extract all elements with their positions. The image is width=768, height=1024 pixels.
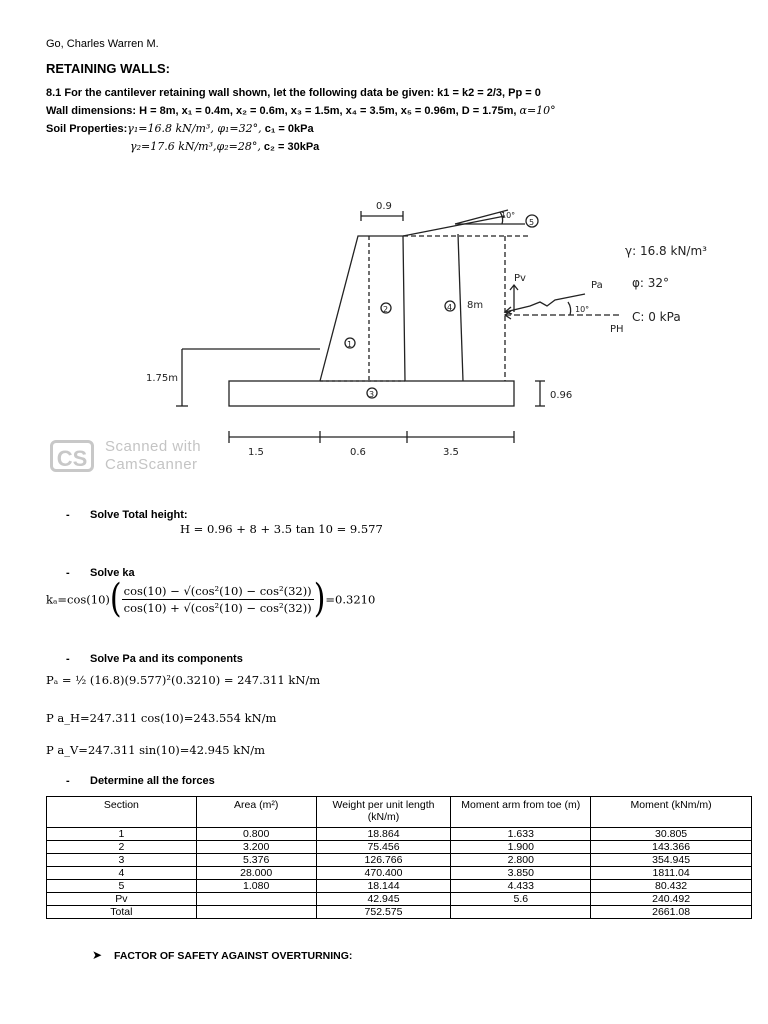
bullet-dash: - [66, 567, 70, 579]
heel-dim-label: 3.5 [443, 447, 459, 458]
pv-label: Pv [514, 273, 526, 284]
pa-arrow [505, 294, 585, 312]
table-cell [196, 906, 316, 919]
author-name: Go, Charles Warren M. [46, 38, 159, 50]
ka-open-paren: ( [109, 576, 122, 622]
gamma-note: γ: 16.8 kN/m³ [625, 244, 707, 258]
table-row [47, 828, 752, 841]
total-height-equation: H = 0.96 + 8 + 3.5 tan 10 = 9.577 [180, 522, 383, 536]
pa-angle-arc [568, 302, 571, 315]
table-total-row [47, 906, 752, 919]
table-cell: 126.766 [316, 854, 451, 867]
pa-equation: Pₐ = ½ (16.8)(9.577)²(0.3210) = 247.311 kN/m [46, 673, 321, 687]
pa-label: Pa [591, 280, 603, 291]
ka-numerator: cos(10) − √(cos²(10) − cos²(32)) [123, 584, 312, 598]
bullet-dash: - [66, 653, 70, 665]
camscanner-logo: CS [50, 440, 94, 472]
soil-2-cohesion: c₂ = 30kPa [263, 141, 320, 153]
fos-overturning-heading [92, 948, 352, 962]
table-cell: 1 [47, 828, 197, 841]
table-cell: 4 [47, 867, 197, 880]
table-cell: 75.456 [316, 841, 451, 854]
soil-properties-label: Soil Properties: [46, 123, 128, 135]
ph-label: PH [610, 324, 624, 335]
step-ka-label [66, 567, 135, 579]
soil-2-params: γ₂=17.6 kN/m³,φ₂=28°, [130, 140, 261, 153]
table-cell: 4.433 [451, 880, 591, 893]
table-cell: 354.945 [591, 854, 752, 867]
table-cell: 28.000 [196, 867, 316, 880]
step-forces-label [66, 775, 215, 787]
region-5-label: 5 [529, 218, 535, 227]
table-cell: 2661.08 [591, 906, 752, 919]
ka-equation [46, 576, 376, 622]
table-cell: 5 [47, 880, 197, 893]
table-cell: 470.400 [316, 867, 451, 880]
bullet-dash: - [66, 775, 70, 787]
wall-dimensions-text: Wall dimensions: H = 8m, x₁ = 0.4m, x₂ = 0.6m, x₃ = 1.5m, x₄ = 3.5m, x₅ = 0.96m, D = 1.75m, [46, 105, 517, 117]
watermark-line-2: CamScanner [105, 456, 198, 473]
table-cell: Pv [47, 893, 197, 906]
header-section: Section [47, 797, 197, 828]
header-weight: Weight per unit length (kN/m) [316, 797, 451, 828]
pah-equation: P a_H=247.311 cos(10)=243.554 kN/m [46, 711, 277, 725]
table-cell: 5.6 [451, 893, 591, 906]
table-cell: 143.366 [591, 841, 752, 854]
table-cell: 3 [47, 854, 197, 867]
retaining-wall-sketch [0, 190, 768, 470]
fos-overturning-text: FACTOR OF SAFETY AGAINST OVERTURNING: [114, 950, 353, 962]
wall-stem [320, 236, 405, 381]
region-4-line [458, 234, 463, 381]
table-cell: 3.200 [196, 841, 316, 854]
section-heading: RETAINING WALLS: [46, 61, 170, 76]
pav-equation: P a_V=247.311 sin(10)=42.945 kN/m [46, 743, 266, 757]
soil-1-cohesion: c₁ = 0kPa [264, 123, 314, 135]
table-header-row [47, 797, 752, 828]
step-pa-label [66, 653, 243, 665]
table-cell: 752.575 [316, 906, 451, 919]
table-cell: 1.900 [451, 841, 591, 854]
table-cell: 3.850 [451, 867, 591, 880]
step-forces-text: Determine all the forces [90, 775, 215, 787]
region-3-label: 3 [369, 390, 375, 399]
cohesion-note: C: 0 kPa [632, 310, 681, 324]
table-cell: 1.080 [196, 880, 316, 893]
step-total-height-label [66, 509, 188, 521]
table-cell: Total [47, 906, 197, 919]
problem-statement [46, 84, 556, 156]
soil-1-params: γ₁=16.8 kN/m³, φ₁=32°, [127, 122, 262, 135]
soil-properties-line-1 [46, 120, 556, 138]
depth-label: 1.75m [146, 373, 179, 384]
table-cell: 80.432 [591, 880, 752, 893]
step-ka-text: Solve ka [90, 567, 135, 579]
watermark-line-1: Scanned with [105, 438, 202, 455]
ka-lhs: kₐ=cos(10) [46, 592, 110, 607]
soil-properties-line-2 [46, 138, 556, 156]
ka-close-paren: ) [313, 576, 326, 622]
table-cell: 2.800 [451, 854, 591, 867]
table-cell: 0.800 [196, 828, 316, 841]
pa-angle-label: 10° [575, 305, 590, 314]
table-cell: 30.805 [591, 828, 752, 841]
table-cell: 18.864 [316, 828, 451, 841]
table-cell: 240.492 [591, 893, 752, 906]
table-row [47, 893, 752, 906]
region-4-label: 4 [447, 303, 453, 312]
watermark-text [105, 438, 201, 474]
ka-denominator: cos(10) + √(cos²(10) − cos²(32)) [123, 601, 312, 615]
toe-dim-label: 1.5 [248, 447, 264, 458]
top-width-label: 0.9 [376, 201, 392, 212]
region-2-label: 2 [383, 305, 389, 314]
forces-table [46, 796, 752, 919]
table-row [47, 867, 752, 880]
problem-line-1: 8.1 For the cantilever retaining wall shown, let the following data be given: k1 = k2 = 2/3, Pp = 0 [46, 87, 541, 99]
table-cell [196, 893, 316, 906]
table-row [47, 841, 752, 854]
stem-dim-label: 0.6 [350, 447, 366, 458]
table-cell: 5.376 [196, 854, 316, 867]
table-row [47, 854, 752, 867]
ka-result: =0.3210 [325, 592, 376, 607]
phi-note: φ: 32° [632, 276, 670, 290]
header-moment-arm: Moment arm from toe (m) [451, 797, 591, 828]
region-1-label: 1 [347, 340, 353, 349]
header-moment: Moment (kNm/m) [591, 797, 752, 828]
header-area: Area (m²) [196, 797, 316, 828]
ka-fraction [122, 584, 314, 615]
table-cell: 2 [47, 841, 197, 854]
backfill-slope [403, 216, 505, 236]
base-thickness-label: 0.96 [550, 390, 573, 401]
wall-dimensions-line [46, 102, 556, 120]
table-cell: 18.144 [316, 880, 451, 893]
table-row [47, 880, 752, 893]
table-cell: 1811.04 [591, 867, 752, 880]
step-pa-text: Solve Pa and its components [90, 653, 243, 665]
table-cell [451, 906, 591, 919]
alpha-value: α=10° [519, 104, 556, 117]
table-cell: 42.945 [316, 893, 451, 906]
stem-height-label: 8m [467, 300, 484, 311]
step-total-height-text: Solve Total height: [90, 509, 188, 521]
table-cell: 1.633 [451, 828, 591, 841]
bullet-dash: - [66, 509, 70, 521]
arrow-bullet-icon: ➤ [92, 948, 103, 962]
slope-angle-label: 10° [501, 211, 516, 220]
